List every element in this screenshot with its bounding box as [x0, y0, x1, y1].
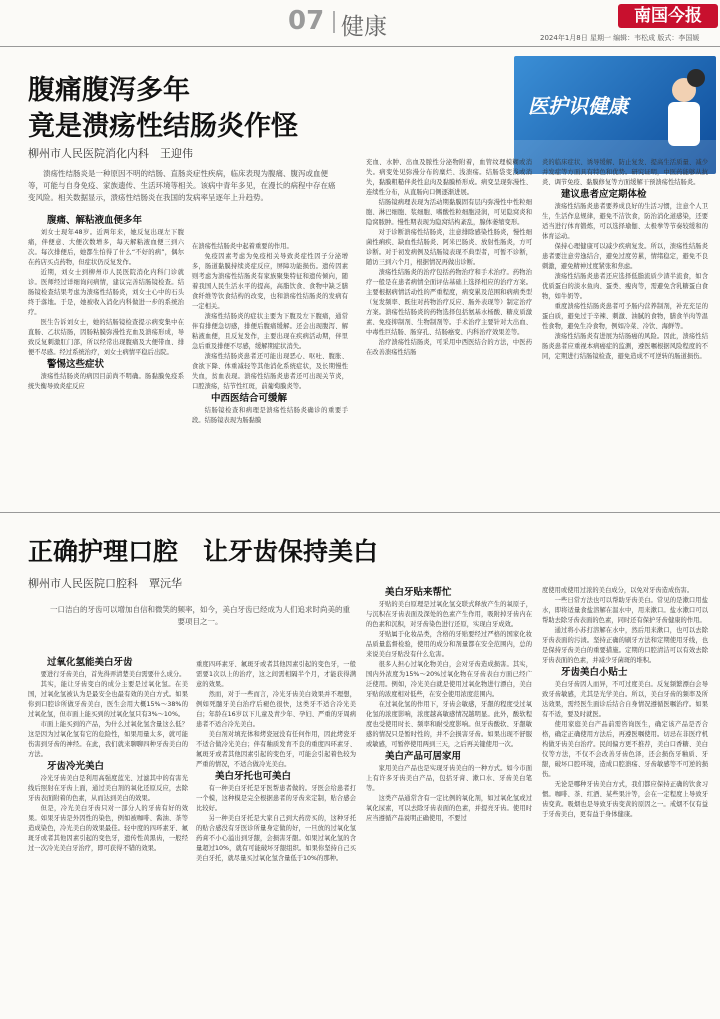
article2-subhead: 美白产品可居家用 — [385, 751, 462, 762]
article2-paragraph: 牙贴属于化妆品类，含格的牙贴要经过严格的国家化妆品质量监督检验，使用的成分和剂量都在安全范围内，总的来说美白牙贴没有什么危害。 — [366, 631, 532, 658]
article1-paragraph: 溃疡性结肠炎患者要养成良好的生活习惯，注意个人卫生，生活作息规律，避免不洁饮食，防治消化道感染，还要适当进行体育锻炼，可以选择瑜伽、太极拳等节奏较缓和的体育运动。 — [542, 203, 708, 240]
article2-paragraph: 家用美白产品也是实现牙齿美白的一种方式。如今市面上有许多牙齿美白产品，包括牙膏、漱口水、牙齿美白笔等。 — [366, 765, 532, 792]
article2-paragraph: 无论是哪种牙齿美白方式，我们都应保持正确的饮食习惯。咖啡、茶、红酒、某些果汁等，会在一定程度上导致牙齿变黄。吸烟也是导致牙齿变黄的原因之一。戒烟不仅有益于牙齿美白，更有益于身体健康。 — [542, 781, 708, 818]
article2-column-1 — [28, 656, 188, 1016]
article-divider — [0, 512, 720, 513]
article2-column-4 — [542, 586, 708, 1016]
article1-byline: 柳州市人民医院消化内科 王迎伟 — [28, 147, 193, 160]
article2-paragraph: 在过氧化氢的作用下，牙齿会敏感，牙龈的程度受过氧化氢的浓度影响，浓度越高敏感情况越明显。此外，酸软程度也受使用时长、频率和耐受度影响。但牙齿酸软、牙龈敏感的情况只是暂时性的，并不会损害牙齿。如果出现不舒服或敏感，可暂停使用两到三天，之后再关键使用一次。 — [366, 701, 532, 748]
article2-paragraph: 冷光牙齿美白是利用高强度蓝光、过滤其中的有害光线后照射在牙齿上面，通过美白剂的氧化还原反应，去除牙齿表面附着的色素，从而达到美白的效果。 — [28, 775, 188, 802]
article2-title: 正确护理口腔 让牙齿保持美白 — [28, 537, 379, 566]
article2-subhead: 美白牙贴来帮忙 — [385, 587, 452, 598]
article2-paragraph: 美白牙齿因人而异，不可过度美白。反复频繁漂白会导致牙齿敏感，尤其是光学美白。所以，美白牙齿的频率及所达效果，需经医生面诊后结合自身情况遵循医嘱治疗。如果有不适，要及时就医。 — [542, 681, 708, 718]
article2-subhead: 美白牙托也可美白 — [215, 771, 292, 782]
article2-subhead: 过氧化氢能美白牙齿 — [47, 657, 133, 668]
dateline: 2024年1月8日 星期一 编辑：韦松成 版式：李国媛 — [540, 34, 700, 42]
article2-paragraph: 一些日常方法也可以帮助牙齿美白。常见的是漱口用盐水，即将适量食盐溶解在温水中，用来漱口。盐水漱口可以帮助去除牙齿表面的色素，同时还有保护牙齿健康的作用。 — [542, 597, 708, 624]
article1-column-1 — [28, 214, 184, 506]
article1-paragraph: 医生告诉刘女士，她的结肠镜检查提示病变集中在直肠、乙状结肠，因肠粘膜弥漫性充血及溃疡形成，导致反复刺激肛门部，所以经常出现腹痛及大便带血、排便不尽感。经过系统治疗，刘女士病情平稳后出院。 — [28, 319, 184, 356]
article1-paragraph: 炎的临床症状、诱导缓解、防止复发、提高生活质量、减少并发症等方面具有特色和优势。研究证明，中医药能够从抗炎、调节免疫、黏膜修复等方面缓解干预溃疡性结肠炎。 — [542, 159, 708, 186]
article1-subhead: 中西医结合可缓解 — [211, 393, 288, 404]
article1-paragraph: 溃疡性结肠炎的症状主要为下腹及左下腹痛，通常伴有排便急切感，排便后腹痛缓解。还会出现腹泻、解粘液血便，且反复发作，主要出现在疾病活动期，伴里急后重及排便不尽感，缓解期症状消失。 — [192, 313, 348, 350]
article1-paragraph: 重度溃疡性结肠炎患者可予肠内营养制剂，补充充足的蛋白质，避免过于辛辣、刺激、油腻的食物，膳食羊肉等温性食物，避免生冷食物，例如冷菜、冷饮、海鲜等。 — [542, 303, 708, 330]
article2-paragraph: 通过将小苏打溶解在水中，然后用来漱口，也可以去除牙齿表面的污渍。坚持正确的刷牙方法和定期使用牙线，也是保持牙齿美白的重要措施。定期的口腔清洁可以有效去除牙齿表面的色素，并减少牙菌斑的堆积。 — [542, 627, 708, 664]
column-banner — [514, 56, 716, 174]
article1-paragraph: 对于诊断溃疡性结肠炎，注意排除感染性肠炎，慢性细菌性痢疾、缺血性结肠炎、阿米巴肠炎、放射性肠炎，方可诊断。对于初发病例及结肠镜表现不典型者，可暂不诊断，随访三到六个月，根据情况再做出诊断。 — [366, 229, 532, 266]
article2-intro: 一口洁白的牙齿可以增加自信和微笑的频率，如今，美白牙齿已经成为人们追求时尚美的重要项目之一。 — [50, 605, 350, 626]
article2-paragraph: 另一种美白牙托是大家自己到大药房买的，这种牙托的贴合感没有牙医诊所量身定做的好，一旦放的过氧化氢药膏不小心溢出到牙龈，会损害牙龈。如果过氧化氢的含量超过10%，就有可能破坏牙龈组织。如果你坚持自己买美白牙托，就尽量买过氧化氢含量低于10%的那种。 — [196, 815, 356, 862]
section-title: 健康 — [341, 14, 387, 40]
article1-title-line2: 竟是溃疡性结肠炎作怪 — [28, 111, 298, 142]
article1-paragraph: 结肠镜检查和病理是溃疡性结肠炎确诊的重要手段。结肠镜表现为肠黏膜 — [192, 407, 348, 424]
article1-paragraph: 结肠镜病理表现为活动期黏膜固有层内弥漫性中性粒细胞、淋巴细胞、浆细胞、嗜酸性粒细胞浸润，可见隐窝炎和隐窝脓肿。慢性期表现为隐窝结构紊乱，腺体萎缩变形。 — [366, 199, 532, 226]
article1-subhead: 腹痛、解粘液血便多年 — [47, 215, 143, 226]
article2-subhead: 牙齿美白小贴士 — [561, 667, 628, 678]
article2-byline: 柳州市人民医院口腔科 覃沅华 — [28, 577, 182, 590]
article2-paragraph: 然而，对于一些而言，冷光牙齿美白效果并不理想，例如死髓牙美白治疗后褪色很快，这类牙不适合冷光美白；年龄在16岁以下儿童及青少年、孕妇、严重的牙周病患者不适合冷光美白。 — [196, 691, 356, 728]
article1-paragraph: 免疫因素考虑为免疫相关导致炎症性因子分泌增多，肠道黏膜持续炎症反应，屏障功能损伤。遗传因素则考虑为溃疡性结肠炎有家族聚集特征和遗传倾向，随着我国人民生活水平的提高，高脂饮食、食物中缺乏膳食纤维等饮食结构的改变，也和溃疡性结肠炎的发病有一定相关。 — [192, 253, 348, 310]
article1-intro: 溃疡性结肠炎是一种原因不明的结肠、直肠炎症性疾病，临床表现为腹痛、腹泻或血便等，可能与自身免疫、家族遗传、生活环境等相关。该病中青年多见，在漫长的病程中存在癌变风险。相关数据显示，溃疡性结肠炎在我国的发病率呈逐年上升趋势。 — [28, 169, 336, 202]
article2-paragraph: 要进行牙齿美白，首先得弄清楚美白需要什么成分。 — [40, 671, 186, 678]
article1-paragraph: 近期，刘女士到柳州市人民医院消化内科门诊就诊。医师经过详细询问病情，建议完善结肠镜检查。结肠镜检查结果考虑为溃疡性结肠炎，刘女士心中的石头终于落地。于是，她被收入消化内科做进一步的系统治疗。 — [28, 269, 184, 316]
article1-paragraph: 溃疡性结肠炎患者还可能出现恶心、呕吐、腹胀、食欲下降、体重减轻等其他消化系统症状，及长期慢性失血，贫血表现。溃疡性结肠炎患者还可出现关节炎，口腔溃疡，结节性红斑，前葡萄膜炎等。 — [192, 353, 348, 390]
article2-paragraph: 重度四环素牙、氟斑牙或者其他因素引起的变色牙，一般需要1次以上的治疗，这之间需相隔半个月，才能获得满意的效果。 — [196, 661, 356, 688]
article2-paragraph: 市面上能买到的产品，为什么过氧化氢含量这么低？这是因为过氧化氢有它的危险性，如果用量太多，就可能伤害到牙齿的神经。在此，我们就来聊聊四种牙齿美白的方法。 — [28, 721, 188, 758]
article1-paragraph: 治疗溃疡性结肠炎，可采用中西医结合的方法，中医药在改善溃疡性结肠 — [366, 339, 532, 356]
article1-paragraph: 溃疡性结肠炎有进展为结肠癌的风险。因此，溃疡性结肠炎患者应重视本病癌症的监测，遵医嘱根据风险程度的不同，定期进行结肠镜检查，避免造成不可逆转的肠道损伤。 — [542, 333, 708, 360]
article1-paragraph: 溃疡性结肠炎的病因目前尚不明确。肠黏膜免疫系统失衡导致炎症反应 — [28, 373, 184, 390]
article1-column-2 — [192, 242, 348, 506]
article1-paragraph: 溃疡性结肠炎患者还应选择低脂流质少渣半流食，如含优质蛋白的淡水鱼肉、蛋类、瘦肉等，需避免含乳糖蛋白食物，如牛奶等。 — [542, 273, 708, 300]
article2-paragraph: 但是，冷光美白牙齿只对一部分人的牙齿有好的效果。如果牙齿是外因性的染色，例如被咖啡、酱油、茶等造成染色，冷光美白的效果最佳。轻中度的四环素牙、氟斑牙或者其他因素引起的变色牙，遗传性黄黑齿，一般经过一次冷光美白牙治疗，即可获得不错的效果。 — [28, 805, 188, 852]
article1-subhead: 警惕这些症状 — [47, 359, 105, 370]
article2-paragraph: 这类产品通常含有一定比例的氧化剂，如过氧化氢或过氧化尿素，可以去除牙齿表面的色素，并提亮牙齿。使用时应当遵循产品说明正确使用，不要过 — [366, 795, 532, 822]
article2-column-2 — [196, 660, 356, 1016]
header-separator — [333, 11, 335, 33]
article2-paragraph: 有一种美白牙托是牙医帮患者做的。牙医会给患者打一个模，这种模是完全根据患者的牙齿来定制，贴合感会比较好。 — [196, 785, 356, 812]
article1-paragraph: 刘女士现年48岁。近两年来，她反复出现左下腹痛，伴便意、大便次数增多，每天解粘液血便三到六次。每次排便后，她都生怕得了什么“不好的病”，偶尔在药店买点药物，但症状仍反复发作。 — [28, 229, 184, 266]
article1-paragraph: 保持心理健康可以减少疾病复发。所以，溃疡性结肠炎患者要注意劳逸结合，避免过度劳累，情绪稳定，避免不良刺激，避免精神过度紧张和焦虑。 — [542, 243, 708, 270]
article2-paragraph: 使用家庭美白产品前需咨询医生，确定该产品是否合格，确定正确使用方法后，再遵医嘱使用。切忌在非医疗机构做牙齿美白治疗。民间偏方更不推荐，美白口香糖、美白仪等方法，不仅不会改善牙齿色泽，还会损伤牙釉质、牙龈，破坏口腔环境，造成口腔溃疡、牙齿敏感等不可逆的损伤。 — [542, 721, 708, 778]
article2-column-3 — [366, 586, 532, 1016]
article2-paragraph: 度使用或使用过浓的美白成分，以免对牙齿造成伤害。 — [542, 587, 694, 594]
article1-column-4 — [542, 158, 708, 506]
banner-text: 医护识健康 — [528, 94, 628, 118]
article2-paragraph: 美白剂对填充体和烤瓷冠没有任何作用，因此烤瓷牙不适合做冷光美白；伴有釉质发育不良的重度四环素牙、氟斑牙或者其他因素引起的变色牙，可能会引起着色较为严重的情况，不适合做冷光美白。 — [196, 731, 356, 768]
newspaper-logo: 南国今报 — [618, 4, 718, 28]
article2-paragraph: 其实，能让牙齿变白的成分主要是过氧化氢。在美国，过氧化氢被认为是最安全也最有效的美白方式。如果你到口腔诊所做牙齿美白，医生会用大概15%～38%的过氧化氢，但市面上能买到的过氧化氢只有3%～10%。 — [28, 681, 188, 718]
article1-subhead: 建议患者应定期体检 — [561, 189, 647, 200]
article2-paragraph: 很多人担心过氧化物美白，会对牙齿造成损害。其实，国内外浓度为15%～20%过氧化物在牙齿表白方面已经广泛使用。例如，冷光美白就是使用过氧化物进行漂白，美白牙贴的浓度相对低些，在安全使用浓度范围内。 — [366, 661, 532, 698]
page-header — [0, 0, 720, 44]
article1-paragraph: 溃疡性结肠炎的治疗包括药物治疗和手术治疗。药物治疗一般是在患者病情全面评估基础上选择相应的治疗方案。主要根据病情活动性的严重程度，病变累及范围和病病类型（复发频率、既往对药物治疗反应、肠外表现等）制定治疗方案。溃疡性结肠炎的药物选择包括氨基水杨酸、糖皮质激素、免疫抑制剂、生物制剂等。手术治疗主要针对大出血、中毒性巨结肠、肠穿孔、结肠癌变、内科治疗效果差等。 — [366, 269, 532, 336]
article1-column-3 — [366, 158, 532, 506]
article1-paragraph: 在溃疡性结肠炎中起着重要的作用。 — [192, 243, 293, 250]
page-number: 07 — [288, 6, 325, 36]
article1-paragraph: 充血、水肿、出血及脓性分泌物附着，血管纹理模糊或消失。病变处见弥漫分布的糜烂、浅溃疡。结肠袋变浅或消失，黏膜粗糙伴炎性息肉及黏膜桥形成。病变呈现弥漫性、连续性分布，从直肠向口侧逐渐进展。 — [366, 159, 532, 196]
header-rule — [0, 46, 720, 47]
article1-title-line1: 腹痛腹泻多年 — [28, 75, 190, 106]
article2-paragraph: 牙贴的美白原理是过氧化氢交联式释放产生的氧原子，与沉积在牙齿表面及深处的色素产生作用，吸附掉牙齿内在的色素和沉积，对牙齿染色进行还原，实现白牙成效。 — [366, 601, 532, 628]
article2-subhead: 牙齿冷光美白 — [47, 761, 105, 772]
